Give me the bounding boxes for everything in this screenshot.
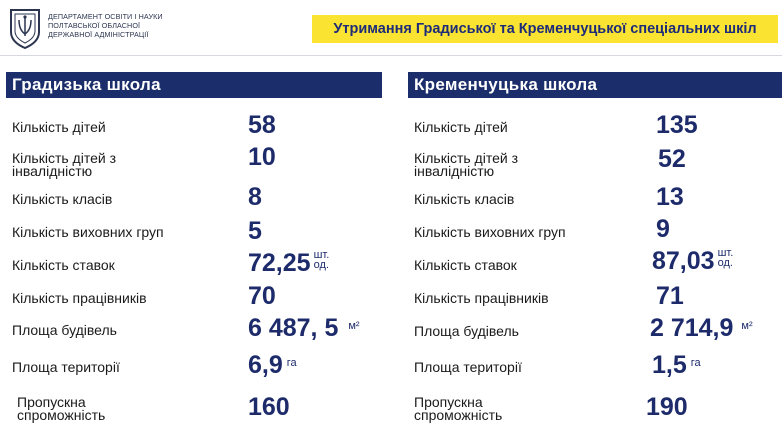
header <box>0 0 782 56</box>
stat-value <box>650 315 753 341</box>
stat-label: Площа території <box>414 359 522 375</box>
unit-top: шт. <box>313 249 330 261</box>
department-line: ДЕПАРТАМЕНТ ОСВІТИ І НАУКИ <box>48 12 163 21</box>
stat-value: 190 <box>646 393 688 421</box>
panel-title: Кременчуцька школа <box>408 72 782 98</box>
stat-label: Кількість класів <box>414 191 515 207</box>
stat-label: Кількість дітей з інвалідністю <box>414 150 519 179</box>
stat-value: 8 <box>248 183 262 211</box>
unit-bottom: од. <box>717 257 733 269</box>
school-panel-hradyzk <box>6 72 382 442</box>
banner-title: Утримання Градиської та Кременчуцької спеціальних шкіл <box>333 21 757 37</box>
stat-number: 2 714,9 <box>650 314 734 342</box>
stat-number: 87,03 <box>652 247 715 275</box>
stat-label: Пропускна спроможність <box>414 394 503 423</box>
stat-value: 71 <box>656 282 684 310</box>
unit-bottom: од. <box>313 259 329 271</box>
stat-value: 52 <box>658 145 686 173</box>
stat-label: Кількість дітей <box>414 119 508 135</box>
stat-value: 5 <box>248 217 262 245</box>
stat-label: Кількість дітей з інвалідністю <box>12 150 117 179</box>
stat-unit: м² <box>741 320 753 332</box>
stat-label: Кількість класів <box>12 191 113 207</box>
coat-of-arms-icon <box>7 6 43 50</box>
stat-value: 13 <box>656 183 684 211</box>
school-panel-kremenchuk <box>408 72 782 442</box>
stat-unit <box>718 248 734 268</box>
stat-number: 1,5 <box>652 351 687 379</box>
title-banner <box>312 15 778 43</box>
stat-unit: м² <box>348 320 360 332</box>
stat-label: Кількість виховних груп <box>414 224 566 240</box>
stat-value: 160 <box>248 393 290 421</box>
stat-label: Площа будівель <box>414 323 519 339</box>
stat-label: Пропускна спроможність <box>17 394 106 423</box>
department-name <box>48 12 218 39</box>
stat-label: Кількість дітей <box>12 119 106 135</box>
stat-label: Площа території <box>12 359 120 375</box>
stat-label: Кількість виховних груп <box>12 224 164 240</box>
stat-label: Кількість працівників <box>414 290 549 306</box>
stat-value <box>248 352 297 378</box>
stat-value <box>652 248 733 274</box>
stat-unit: га <box>690 357 701 369</box>
stat-label: Площа будівель <box>12 322 117 338</box>
stat-value: 9 <box>656 215 670 243</box>
stat-value: 70 <box>248 282 276 310</box>
stat-value <box>652 352 701 378</box>
header-divider <box>0 55 782 56</box>
stat-number: 6,9 <box>248 351 283 379</box>
department-line: ПОЛТАВСЬКОЇ ОБЛАСНОЇ <box>48 21 141 30</box>
stat-value: 58 <box>248 111 276 139</box>
stat-label: Кількість працівників <box>12 290 147 306</box>
department-line: ДЕРЖАВНОЇ АДМІНІСТРАЦІЇ <box>48 30 149 39</box>
stat-number: 72,25 <box>248 249 311 277</box>
stat-unit <box>314 250 330 270</box>
stat-unit: га <box>286 357 297 369</box>
stat-label: Кількість ставок <box>414 257 517 273</box>
stat-value <box>248 315 360 341</box>
stat-value: 135 <box>656 111 698 139</box>
stat-label: Кількість ставок <box>12 257 115 273</box>
stat-number: 6 487, 5 <box>248 314 339 342</box>
stat-value <box>248 250 329 276</box>
stat-value: 10 <box>248 143 276 171</box>
unit-top: шт. <box>717 247 734 259</box>
panel-title: Градизька школа <box>6 72 382 98</box>
